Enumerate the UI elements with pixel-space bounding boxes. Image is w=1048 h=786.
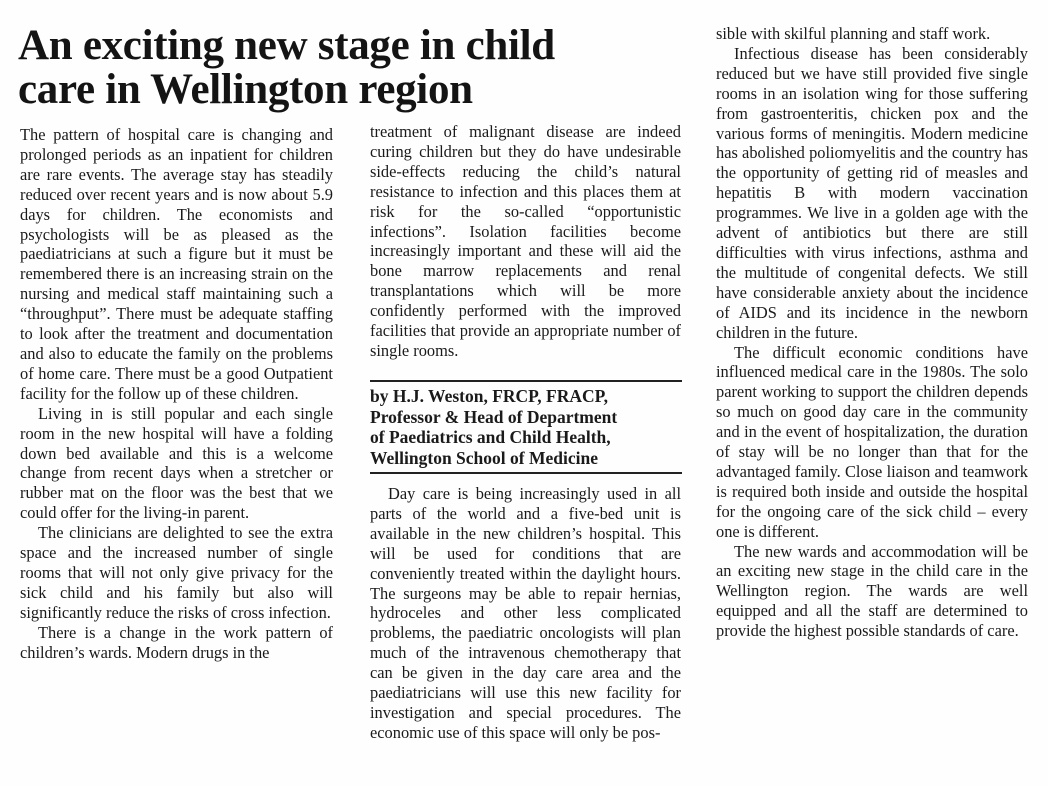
article-column-3 xyxy=(716,24,1028,641)
paragraph: The clinicians are delighted to see the extra space and the increased number of single rooms that will not only give privacy for the sick child and his family but also will significantly reduce the risks of cross infection. xyxy=(20,523,333,622)
paragraph: The new wards and accommodation will be an exciting new stage in the child care in the Wellington region. The wards are well equipped and all the staff are determined to provide the highest possible standards of care. xyxy=(716,541,1028,641)
paragraph: sible with skilful planning and staff work. xyxy=(716,24,991,43)
paragraph: The pattern of hospital care is changing and prolonged periods as an inpatient for children are rare events. The average stay has steadily reduced over recent years and is now about 5.9 days for children. The economists and psychologists will be as pleased as the paediatricians at such a figure but it must be remembered there is an increasing strain on the nursing and medical staff maintaining such a “throughput”. There must be adequate staffing to look after the treatment and documentation and also to educate the family on the problems of home care. There must be a good Outpatient facility for the follow up of these children. xyxy=(20,125,333,403)
paragraph: The difficult economic conditions have influenced medical care in the 1980s. The solo parent working to support the children depends so much on good day care in the community and in the event of hospitalization, the duration of stay will be no longer than that for the advantaged family. Close liaison and teamwork is required both inside and outside the hospital for the ongoing care of the sick child – every one is different. xyxy=(716,342,1028,541)
paragraph: Infectious disease has been considerably reduced but we have still provided five single rooms in an isolation wing for those suffering from gastroenteritis, chicken pox and the various forms of meningitis. Modern medicine has abolished poliomyelitis and the country has the opportunity of getting rid of measles and hepatitis B with modern vaccination programmes. We live in a golden age with the advent of antibiotics but there are still difficulties with virus infections, asthma and the multitude of congenital defects. We still have considerable anxiety about the incidence of AIDS and its incidence in the newborn children in the future. xyxy=(716,43,1028,342)
article-column-1 xyxy=(20,125,333,662)
byline-line: Wellington School of Medicine xyxy=(370,447,598,468)
byline-top-rule xyxy=(370,380,682,382)
headline-line-2: care in Wellington region xyxy=(18,66,473,113)
byline-line: Professor & Head of Department xyxy=(370,406,618,427)
article-column-2-top xyxy=(370,122,681,361)
author-byline xyxy=(370,386,682,468)
byline-line: by H.J. Weston, FRCP, FRACP, xyxy=(370,386,609,406)
paragraph: Living in is still popular and each single room in the new hospital will have a folding down bed available and this is a welcome change from recent days when a stretcher or rubber mat on the floor was the best that we could offer for the living-in parent. xyxy=(20,403,333,523)
byline-line: of Paediatrics and Child Health, xyxy=(370,427,611,447)
paragraph: There is a change in the work pattern of children’s wards. Modern drugs in the xyxy=(20,622,333,662)
paragraph: Day care is being increasingly used in all parts of the world and a five-bed unit is available in the new children’s hospital. This will be used for conditions that are conveniently treated within the daylight hours. The surgeons may be able to repair hernias, hydroceles and other less complicated problems, the paediatric oncologists will plan much of the intravenous chemotherapy that can be given in the day care area and the paediatricians will use this new facility for investigation and special procedures. The economic use of this space will only be pos- xyxy=(370,484,681,742)
byline-bottom-rule xyxy=(370,472,682,474)
headline-line-1: An exciting new stage in child xyxy=(18,22,555,69)
headline xyxy=(18,24,678,112)
article-column-2-bottom xyxy=(370,484,681,743)
paragraph: treatment of malignant disease are indeed curing children but they do have undesirable side-effects reducing the child’s natural resistance to infection and this places them at risk for the so-called “opportunistic infections”. Isolation facilities become increasingly important and these will aid the bone marrow replacements and renal transplantations which will be more confidently performed with the improved facilities that provide an appropriate number of single rooms. xyxy=(370,122,681,360)
